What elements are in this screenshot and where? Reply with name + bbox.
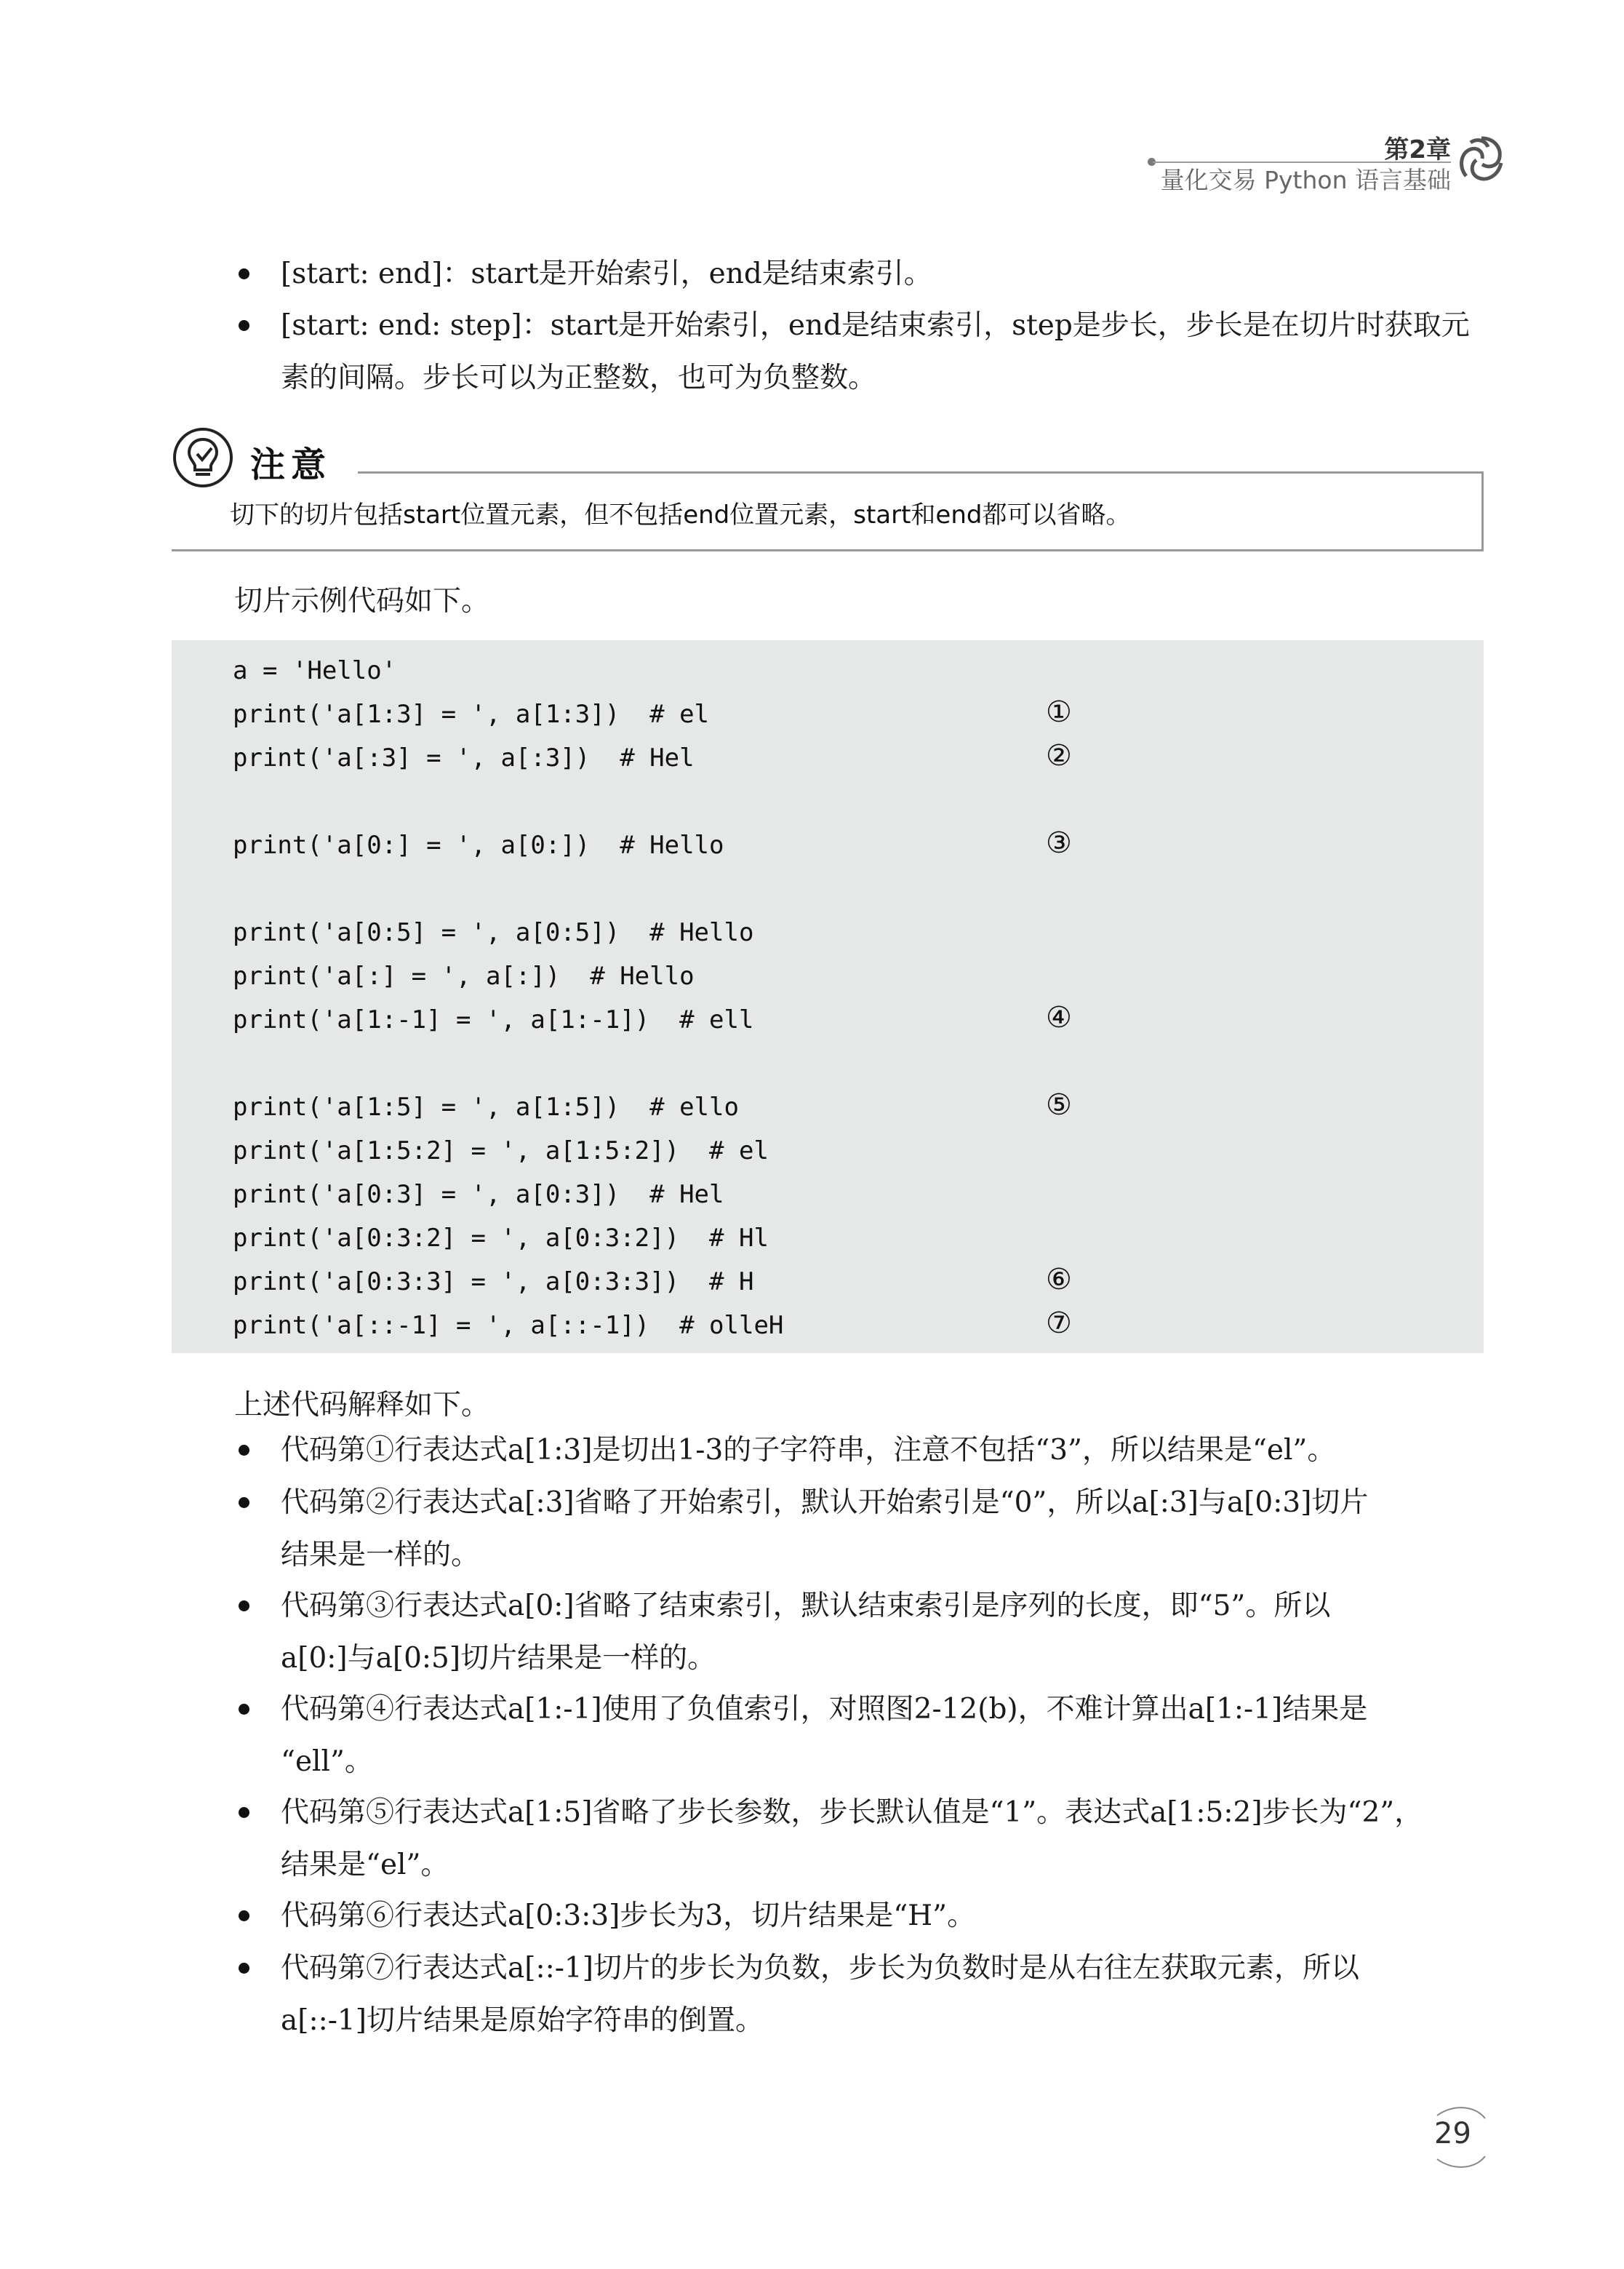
bullet-dot (239, 1704, 249, 1715)
note-box-bottom (172, 549, 1484, 551)
list-item-text: “ell”。 (281, 1745, 373, 1778)
lightbulb-check-icon (172, 426, 234, 489)
list-item-text: 代码第①行表达式a[1:3]是切出1-3的子字符串，注意不包括“3”，所以结果是“el”。 (281, 1434, 1336, 1467)
bullet-dot (239, 1600, 249, 1611)
list-item (239, 1580, 1489, 1685)
list-item-text: 代码第③行表达式a[0:]省略了结束索引，默认结束索引是序列的长度，即“5”。所以 (281, 1590, 1331, 1622)
list-item (239, 300, 1489, 404)
list-item (239, 1787, 1489, 1891)
list-item-text: 代码第②行表达式a[:3]省略了开始索引，默认开始索引是“0”，所以a[:3]与a[0:3]切片 (281, 1486, 1369, 1519)
code-line: print('a[1:3] = ', a[1:3]) # el (233, 700, 710, 729)
bullet-dot (239, 268, 249, 279)
note-title: 注意 (250, 444, 332, 485)
chapter-title: 量化交易 Python 语言基础 (1160, 166, 1451, 194)
bullet-dot (239, 1445, 249, 1456)
list-item (239, 1942, 1489, 2047)
bullet-dot (239, 1963, 249, 1974)
bullet-dot (239, 320, 249, 331)
list-item-text: [start: end: step]：start是开始索引，end是结束索引，step是步长，步长是在切片时获取元 (281, 309, 1470, 342)
list-item (239, 248, 1489, 300)
line-marker: ⑦ (1046, 1307, 1072, 1340)
code-line: print('a[0:3:3] = ', a[0:3:3]) # H (233, 1267, 754, 1296)
code-line: a = 'Hello' (233, 656, 397, 685)
list-item-text: 素的间隔。步长可以为正整数，也可为负整数。 (281, 362, 877, 394)
code-line: print('a[0:5] = ', a[0:5]) # Hello (233, 918, 754, 947)
note-box-right (1481, 471, 1484, 551)
line-marker: ② (1046, 739, 1072, 773)
page-number: 29 (1434, 2117, 1471, 2150)
list-item (239, 1477, 1489, 1582)
list-item-text: a[::-1]切片结果是原始字符串的倒置。 (281, 2004, 764, 2037)
note-text: 切下的切片包括start位置元素，但不包括end位置元素，start和end都可以省略。 (230, 501, 1131, 530)
code-intro: 切片示例代码如下。 (234, 585, 490, 618)
list-item-text: 代码第④行表达式a[1:-1]使用了负值索引，对照图2-12(b)，不难计算出a[1:-1]结果是 (281, 1693, 1368, 1726)
chapter-label: 第2章 (1384, 135, 1451, 164)
code-line: print('a[1:5:2] = ', a[1:5:2]) # el (233, 1136, 769, 1165)
code-line: print('a[:3] = ', a[:3]) # Hel (233, 743, 695, 773)
list-item (239, 1683, 1489, 1788)
bullet-dot (239, 1807, 249, 1818)
list-item-text: [start: end]：start是开始索引，end是结束索引。 (281, 258, 932, 290)
list-item-text: 代码第⑤行表达式a[1:5]省略了步长参数，步长默认值是“1”。表达式a[1:5:2]步长为“2”， (281, 1796, 1423, 1829)
code-line: print('a[0:3] = ', a[0:3]) # Hel (233, 1180, 724, 1209)
line-marker: ⑤ (1046, 1088, 1072, 1122)
bullet-dot (239, 1910, 249, 1921)
note-box-top (358, 471, 1484, 474)
list-item-text: 结果是一样的。 (281, 1539, 480, 1571)
line-marker: ④ (1046, 1001, 1072, 1034)
list-item-text: 代码第⑥行表达式a[0:3:3]步长为3，切片结果是“H”。 (281, 1899, 976, 1932)
list-item-text: 结果是“el”。 (281, 1849, 449, 1881)
code-line: print('a[0:3:2] = ', a[0:3:2]) # Hl (233, 1224, 769, 1253)
code-line: print('a[1:-1] = ', a[1:-1]) # ell (233, 1005, 754, 1034)
knot-logo-icon (1456, 134, 1507, 185)
line-marker: ① (1046, 695, 1072, 729)
list-item-text: 代码第⑦行表达式a[::-1]切片的步长为负数，步长为负数时是从右往左获取元素，所以 (281, 1952, 1359, 1985)
list-item-text: a[0:]与a[0:5]切片结果是一样的。 (281, 1642, 716, 1675)
code-line: print('a[:] = ', a[:]) # Hello (233, 962, 695, 991)
code-line: print('a[::-1] = ', a[::-1]) # olleH (233, 1311, 784, 1340)
code-line: print('a[1:5] = ', a[1:5]) # ello (233, 1093, 739, 1122)
bullet-dot (239, 1497, 249, 1508)
explain-intro: 上述代码解释如下。 (234, 1389, 490, 1421)
code-line: print('a[0:] = ', a[0:]) # Hello (233, 831, 724, 860)
line-marker: ③ (1046, 826, 1072, 860)
list-item (239, 1890, 1489, 1942)
list-item (239, 1424, 1489, 1477)
line-marker: ⑥ (1046, 1263, 1072, 1296)
